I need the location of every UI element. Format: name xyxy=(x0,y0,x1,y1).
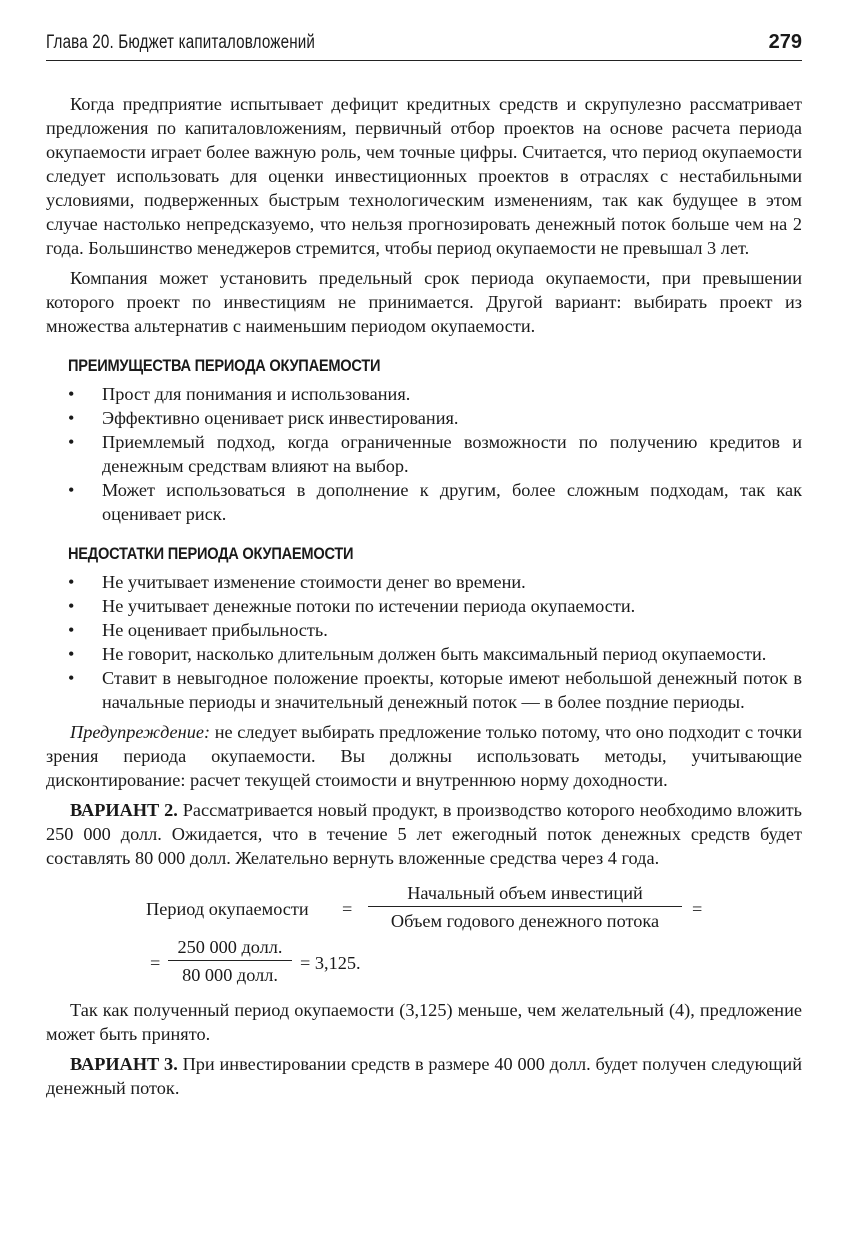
bullet-icon: • xyxy=(68,668,75,688)
payback-formula xyxy=(46,880,802,992)
list-item xyxy=(46,478,802,526)
value-numerator: 250 000 долл. xyxy=(177,937,283,957)
advantages-heading: ПРЕИМУЩЕСТВА ПЕРИОДА ОКУПАЕМОСТИ xyxy=(68,356,381,375)
formula-equals: = xyxy=(692,899,703,919)
list-item xyxy=(46,430,802,478)
list-item-text: Приемлемый подход, когда ограниченные возможности по получению кредитов и денежным средствам влияют на выбор. xyxy=(102,432,802,476)
list-item xyxy=(46,642,802,666)
chapter-title: Глава 20. Бюджет капиталовложений xyxy=(46,32,316,53)
variant-3-label: ВАРИАНТ 3. xyxy=(70,1054,178,1074)
value-fraction xyxy=(168,934,292,987)
list-item xyxy=(46,666,802,714)
list-item xyxy=(46,382,802,406)
bullet-icon: • xyxy=(68,432,75,452)
bullet-icon: • xyxy=(68,620,75,640)
paragraph: Когда предприятие испытывает дефицит кредитных средств и скрупулезно рассматривает предложения по капиталовложениям, первичный отбор проектов на основе расчета периода окупаемости играет более важную роль, чем точные цифры. Считается, что период окупаемости следует использовать для оценки инвестиционных проектов в отраслях с нестабильными условиями, подверженных быстрым технологическим изменениям, так как будущее в этом случае настолько непредсказуемо, что нельзя прогнозировать денежный поток больше чем на 2 года. Большинство менеджеров стремится, чтобы период окупаемости не превышал 3 лет. xyxy=(46,94,802,258)
variant-2-paragraph xyxy=(46,798,802,870)
advantages-list xyxy=(46,382,802,526)
list-item xyxy=(46,594,802,618)
page-number: 279 xyxy=(768,31,802,53)
warning-text: не следует выбирать предложение только потому, что оно подходит с точки зрения периода окупаемости. Вы должны использовать методы, учитывающие дисконтирование: расчет текущей стоимости и внутреннюю норму доходности. xyxy=(46,722,802,790)
warning-label: Предупреждение: xyxy=(70,722,211,742)
variant-3-text: При инвестировании средств в размере 40 000 долл. будет получен следующий денежный поток. xyxy=(46,1054,802,1098)
running-header xyxy=(46,28,802,61)
list-item-text: Не говорит, насколько длительным должен быть максимальный период окупаемости. xyxy=(102,644,767,664)
conclusion-paragraph: Так как полученный период окупаемости (3,125) меньше, чем желательный (4), предложение может быть принято. xyxy=(46,1000,802,1044)
formula-lhs: Период окупаемости xyxy=(146,899,309,919)
disadvantages-list xyxy=(46,570,802,714)
list-item-text: Не оценивает прибыльность. xyxy=(102,620,328,640)
formula-fraction xyxy=(368,880,682,933)
list-item xyxy=(46,406,802,430)
paragraph: Компания может установить предельный срок периода окупаемости, при превышении которого проект по инвестициям не принимается. Другой вариант: выбирать проект из множества альтернатив с наименьшим периодом окупаемости. xyxy=(46,268,802,336)
warning-paragraph xyxy=(46,720,802,792)
formula-result: = 3,125. xyxy=(300,953,361,973)
list-item xyxy=(46,570,802,594)
formula-equals: = xyxy=(150,953,161,973)
bullet-icon: • xyxy=(68,572,75,592)
list-item-text: Прост для понимания и использования. xyxy=(102,384,411,404)
list-item-text: Не учитывает изменение стоимости денег во времени. xyxy=(102,572,526,592)
list-item-text: Может использоваться в дополнение к другим, более сложным подходам, так как оценивает риск. xyxy=(102,480,802,524)
variant-2-text: Рассматривается новый продукт, в производство которого необходимо вложить 250 000 долл. Ожидается, что в течение 5 лет ежегодный поток денежных средств будет составлять 80 000 долл. Желательно вернуть вложенные средства через 4 года. xyxy=(46,800,803,868)
bullet-icon: • xyxy=(68,644,75,664)
formula-numerator: Начальный объем инвестиций xyxy=(407,883,643,903)
bullet-icon: • xyxy=(68,384,75,404)
bullet-icon: • xyxy=(68,596,75,616)
list-item xyxy=(46,618,802,642)
list-item-text: Не учитывает денежные потоки по истечении периода окупаемости. xyxy=(102,596,636,616)
bullet-icon: • xyxy=(68,408,75,428)
formula-denominator: Объем годового денежного потока xyxy=(390,911,660,931)
variant-2-label: ВАРИАНТ 2. xyxy=(70,800,178,820)
bullet-icon: • xyxy=(68,480,75,500)
page-body xyxy=(46,92,802,1106)
variant-3-paragraph xyxy=(46,1052,802,1100)
formula-equals: = xyxy=(342,899,353,919)
value-denominator: 80 000 долл. xyxy=(182,965,278,985)
list-item-text: Ставит в невыгодное положение проекты, которые имеют небольшой денежный поток в начальные периоды и значительный денежный поток — в более поздние периоды. xyxy=(102,668,802,712)
disadvantages-heading: НЕДОСТАТКИ ПЕРИОДА ОКУПАЕМОСТИ xyxy=(68,544,354,563)
list-item-text: Эффективно оценивает риск инвестирования. xyxy=(102,408,459,428)
